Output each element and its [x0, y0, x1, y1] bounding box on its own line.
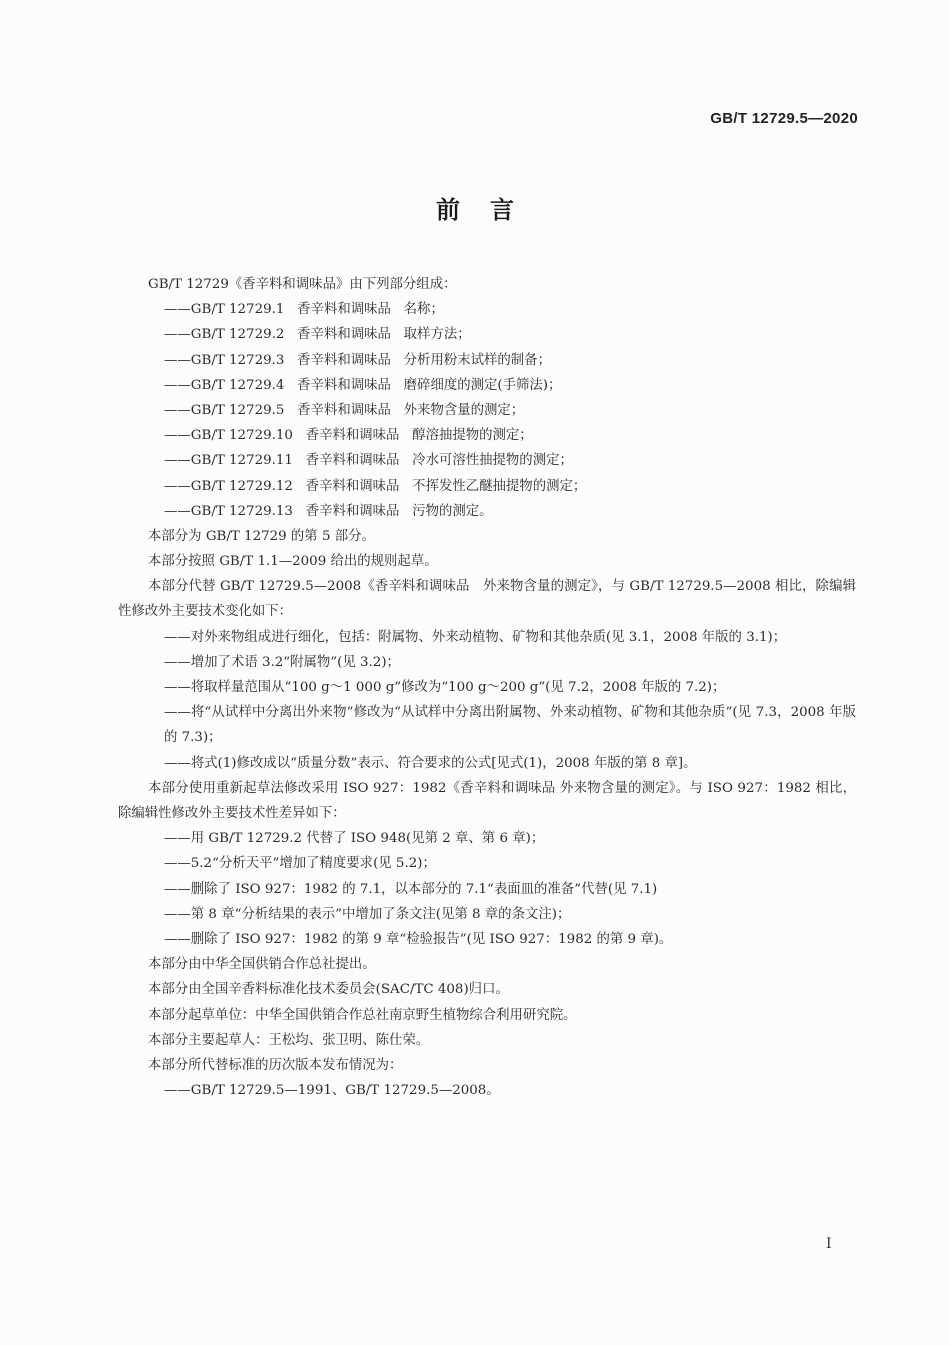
part5-paragraph: 本部分为 GB/T 12729 的第 5 部分。	[148, 528, 375, 544]
list-item: ——GB/T 12729.12 香辛料和调味品 不挥发性乙醚抽提物的测定；	[164, 478, 587, 494]
rules-paragraph: 本部分按照 GB/T 1.1—2009 给出的规则起草。	[148, 554, 438, 570]
replace-paragraph: 本部分代替 GB/T 12729.5—2008《香辛料和调味品 外来物含量的测定》，与 GB/T 12729.5—2008 相比，除编辑性修改外主要技术变化如下：	[118, 579, 856, 620]
proposer-paragraph: 本部分由中华全国供销合作总社提出。	[148, 957, 376, 973]
page-title: 前言	[436, 195, 544, 224]
history-paragraph: 本部分所代替标准的历次版本发布情况为：	[148, 1057, 403, 1073]
list-item: ——将“从试样中分离出外来物”修改为“从试样中分离出附属物、外来动植物、矿物和其他杂质”(见 7.3，2008 年版的 7.3)；	[164, 705, 856, 746]
list-item: ——GB/T 12729.3 香辛料和调味品 分析用粉末试样的制备；	[164, 352, 551, 368]
doc-code: GB/T 12729.5—2020	[710, 110, 858, 127]
list-item: ——GB/T 12729.11 香辛料和调味品 冷水可溶性抽提物的测定；	[164, 453, 573, 469]
page-number: I	[826, 1236, 832, 1252]
list-item: ——删除了 ISO 927：1982 的第 9 章“检验报告”(见 ISO 927：1982 的第 9 章)。	[164, 931, 673, 947]
drafting-unit-paragraph: 本部分起草单位：中华全国供销合作总社南京野生植物综合利用研究院。	[148, 1007, 577, 1023]
changes-list	[118, 625, 856, 776]
list-item: ——第 8 章“分析结果的表示”中增加了条文注(见第 8 章的条文注)；	[164, 906, 571, 922]
list-item: ——5.2“分析天平”增加了精度要求(见 5.2)；	[164, 856, 436, 872]
list-item: ——GB/T 12729.2 香辛料和调味品 取样方法；	[164, 327, 471, 343]
list-item: ——GB/T 12729.5 香辛料和调味品 外来物含量的测定；	[164, 402, 525, 418]
list-item: ——对外来物组成进行细化，包括：附属物、外来动植物、矿物和其他杂质(见 3.1，2008 年版的 3.1)；	[164, 629, 787, 645]
list-item: ——增加了术语 3.2“附属物”(见 3.2)；	[164, 654, 400, 670]
list-item: ——删除了 ISO 927：1982 的 7.1，以本部分的 7.1“表面皿的准备”代替(见 7.1)	[164, 881, 658, 897]
iso-diffs-list	[118, 826, 856, 952]
list-item: ——GB/T 12729.5—1991、GB/T 12729.5—2008。	[164, 1083, 500, 1099]
list-item: ——将取样量范围从“100 g～1 000 g”修改为“100 g～200 g”(见 7.2，2008 年版的 7.2)；	[164, 680, 726, 696]
list-item: ——GB/T 12729.10 香辛料和调味品 醇溶抽提物的测定；	[164, 428, 533, 444]
iso-paragraph: 本部分使用重新起草法修改采用 ISO 927：1982《香辛料和调味品 外来物含量的测定》。与 ISO 927：1982 相比，除编辑性修改外主要技术性差异如下：	[118, 780, 856, 822]
list-item: ——GB/T 12729.4 香辛料和调味品 磨碎细度的测定(手筛法)；	[164, 377, 562, 393]
drafters-paragraph: 本部分主要起草人：王松均、张卫明、陈仕荣。	[148, 1032, 430, 1048]
list-item: ——将式(1)修改成以“质量分数”表示、符合要求的公式[见式(1)，2008 年版的第 8 章]。	[164, 755, 697, 771]
list-item: ——用 GB/T 12729.2 代替了 ISO 948(见第 2 章、第 6 章)；	[164, 831, 545, 847]
foreword-body	[118, 272, 856, 1103]
parts-list	[118, 297, 856, 524]
list-item: ——GB/T 12729.13 香辛料和调味品 污物的测定。	[164, 503, 493, 519]
list-item: ——GB/T 12729.1 香辛料和调味品 名称；	[164, 302, 444, 318]
committee-paragraph: 本部分由全国辛香料标准化技术委员会(SAC/TC 408)归口。	[148, 982, 509, 998]
intro-paragraph: GB/T 12729《香辛料和调味品》由下列部分组成：	[148, 277, 457, 292]
